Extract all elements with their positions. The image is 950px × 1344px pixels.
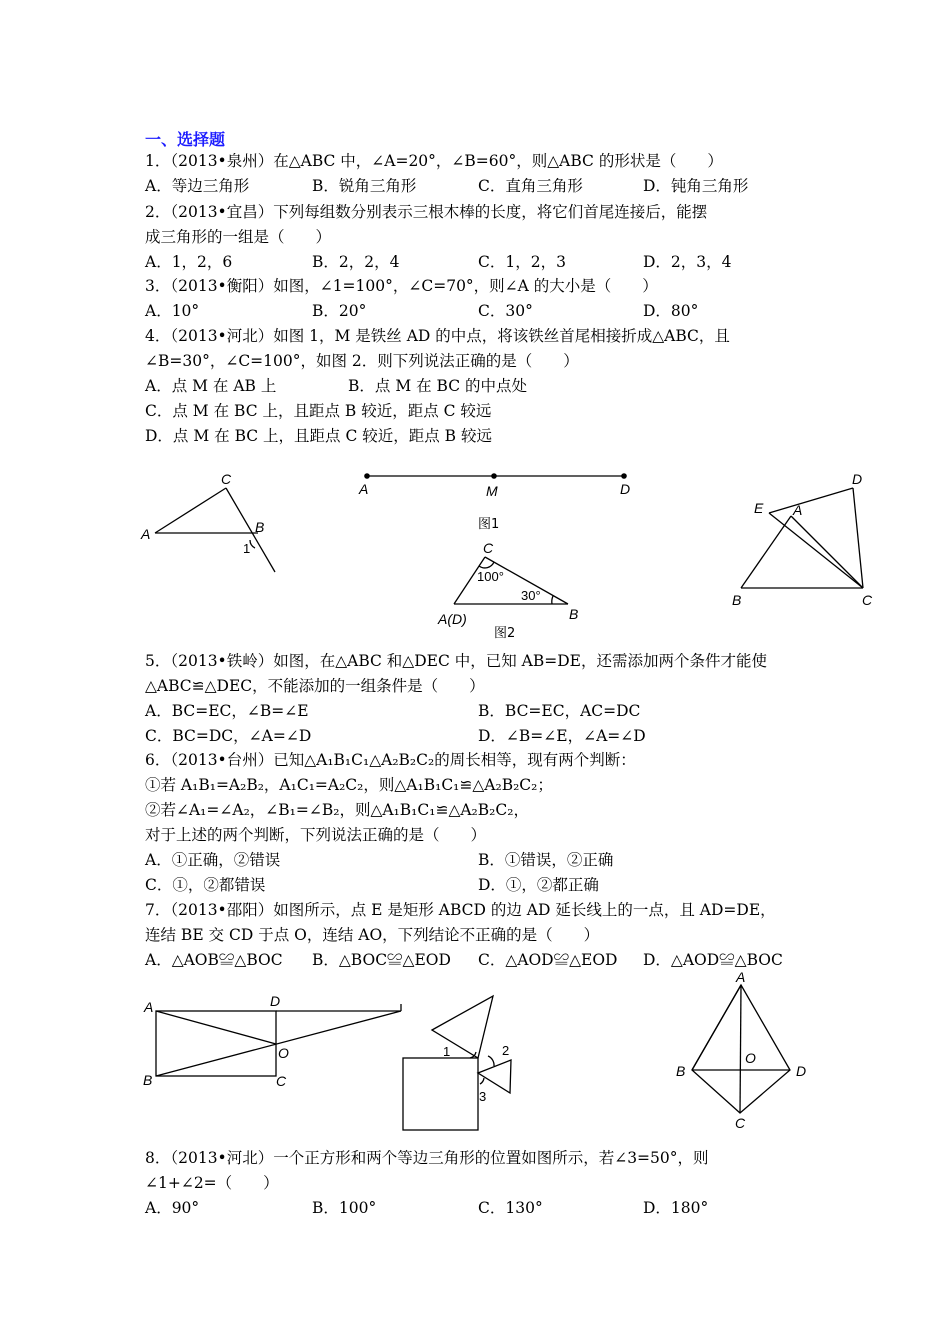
q3-label-c: C: [221, 471, 232, 487]
q7-option-c: C．△AOD≌△EOD: [478, 951, 618, 969]
q5-label-d: D: [852, 471, 863, 487]
kite-label-b: B: [676, 1063, 686, 1079]
q7-label-d: D: [270, 993, 281, 1009]
q7-label-o: O: [278, 1045, 289, 1061]
fig2-caption: 图2: [494, 626, 516, 641]
q8-option-c: C．130°: [478, 1199, 543, 1217]
q3-label-angle1: 1: [243, 541, 251, 556]
q8-label-angle3: 3: [479, 1089, 487, 1104]
q6-option-a: A．①正确，②错误: [145, 851, 281, 869]
q4-option-b: B．点 M 在 BC 的中点处: [348, 377, 528, 395]
q3-label-b: B: [255, 519, 265, 535]
q7-rectangle-figure: [156, 1004, 401, 1076]
kite-label-c: C: [735, 1115, 746, 1131]
q1-option-c: C．直角三角形: [478, 177, 583, 195]
q3-option-b: B．20°: [312, 302, 367, 320]
q4-option-c: C．点 M 在 BC 上，且距点 B 较近，距点 C 较远: [145, 402, 492, 420]
fig2-label-c: C: [483, 540, 494, 556]
q7-option-b: B．△BOC≌△EOD: [312, 951, 451, 969]
q3-stem: 3．（2013•衡阳）如图，∠1=100°，∠C=70°，则∠A 的大小是（ ）: [145, 277, 658, 295]
q6-judgement-2: ②若∠A₁=∠A₂，∠B₁=∠B₂，则△A₁B₁C₁≌△A₂B₂C₂，: [145, 801, 529, 819]
q8-label-angle2: 2: [502, 1043, 510, 1058]
q6-option-d: D．①，②都正确: [478, 876, 599, 894]
q3-option-d: D．80°: [643, 302, 699, 320]
q8-label-angle1: 1: [443, 1044, 451, 1059]
q5-option-d: D．∠B=∠E，∠A=∠D: [478, 727, 646, 745]
q8-option-b: B．100°: [312, 1199, 377, 1217]
fig2-label-angle-b: 30°: [521, 588, 541, 603]
q1-option-b: B．锐角三角形: [312, 177, 417, 195]
fig1-label-a: A: [359, 481, 369, 497]
q8-stem-line2: ∠1+∠2=（ ）: [145, 1174, 279, 1192]
q6-stem: 6．（2013•台州）已知△A₁B₁C₁△A₂B₂C₂的周长相等，现有两个判断：: [145, 751, 636, 769]
q3-option-c: C．30°: [478, 302, 533, 320]
q7-option-d: D．△AOD≌△BOC: [643, 951, 783, 969]
q4-stem-line2: ∠B=30°，∠C=100°，如图 2．则下列说法正确的是（ ）: [145, 352, 579, 370]
q5-label-a: A: [793, 502, 803, 518]
q1-stem: 1．（2013•泉州）在△ABC 中，∠A=20°，∠B=60°，则△ABC 的形状是（ ）: [145, 152, 723, 170]
q5-option-b: B．BC=EC，AC=DC: [478, 702, 641, 720]
kite-label-d: D: [796, 1063, 807, 1079]
q5-option-c: C．BC=DC，∠A=∠D: [145, 727, 312, 745]
fig2-label-b: B: [569, 606, 579, 622]
kite-label-a: A: [736, 969, 746, 985]
q5-label-e: E: [754, 500, 764, 516]
fig1-label-d: D: [620, 481, 631, 497]
q4-option-d: D．点 M 在 BC 上，且距点 C 较近，距点 B 较远: [145, 427, 493, 445]
q5-stem-line2: △ABC≌△DEC，不能添加的一组条件是（ ）: [145, 677, 485, 695]
fig2-triangle: [454, 557, 568, 604]
q1-option-d: D．钝角三角形: [643, 177, 749, 195]
q7-stem-line2: 连结 BE 交 CD 于点 O，连结 AO，下列结论不正确的是（ ）: [145, 926, 600, 944]
q4-stem-line1: 4．（2013•河北）如图 1，M 是铁丝 AD 的中点，将该铁丝首尾相接折成△ABC，且: [145, 327, 730, 345]
fig1-segment: [364, 473, 627, 479]
q7-stem-line1: 7．（2013•邵阳）如图所示，点 E 是矩形 ABCD 的边 AD 延长线上的一点，且 AD=DE，: [145, 901, 776, 919]
q2-stem-line1: 2．（2013•宜昌）下列每组数分别表示三根木棒的长度，将它们首尾连接后，能摆: [145, 203, 708, 221]
fig1-label-m: M: [486, 483, 498, 499]
q8-stem-line1: 8．（2013•河北）一个正方形和两个等边三角形的位置如图所示，若∠3=50°，则: [145, 1149, 709, 1167]
q1-option-a: A．等边三角形: [145, 177, 250, 195]
kite-figure: [692, 985, 790, 1113]
q8-option-a: A．90°: [145, 1199, 200, 1217]
kite-label-o: O: [745, 1050, 756, 1066]
q3-option-a: A．10°: [145, 302, 200, 320]
q5-label-c: C: [862, 592, 873, 608]
q6-option-c: C．①，②都错误: [145, 876, 266, 894]
fig1-caption: 图1: [478, 517, 500, 532]
q2-option-a: A．1，2，6: [145, 253, 233, 271]
q5-stem-line1: 5．（2013•铁岭）如图，在△ABC 和△DEC 中，已知 AB=DE，还需添加两个条件才能使: [145, 652, 767, 670]
q8-square-triangles-figure: [403, 996, 511, 1130]
q3-label-a: A: [141, 526, 151, 542]
q2-stem-line2: 成三角形的一组是（ ）: [145, 228, 332, 246]
q7-label-c: C: [276, 1073, 287, 1089]
q2-option-b: B．2，2，4: [312, 253, 400, 271]
fig2-label-a-d: A(D): [438, 611, 467, 627]
section-title: 一、选择题: [145, 130, 226, 149]
q8-option-d: D．180°: [643, 1199, 709, 1217]
q4-option-a: A．点 M 在 AB 上: [145, 377, 277, 395]
q5-label-b: B: [732, 592, 742, 608]
q2-option-d: D．2，3，4: [643, 253, 732, 271]
q7-option-a: A．△AOB≌△BOC: [145, 951, 283, 969]
q6-ask: 对于上述的两个判断，下列说法正确的是（ ）: [145, 826, 487, 844]
q6-option-b: B．①错误，②正确: [478, 851, 614, 869]
q2-option-c: C．1，2，3: [478, 253, 566, 271]
fig2-label-angle-c: 100°: [477, 569, 504, 584]
q5-option-a: A．BC=EC，∠B=∠E: [145, 702, 309, 720]
q6-judgement-1: ①若 A₁B₁=A₂B₂，A₁C₁=A₂C₂，则△A₁B₁C₁≌△A₂B₂C₂；: [145, 776, 553, 794]
q7-label-b: B: [143, 1072, 153, 1088]
q7-label-a: A: [144, 999, 154, 1015]
